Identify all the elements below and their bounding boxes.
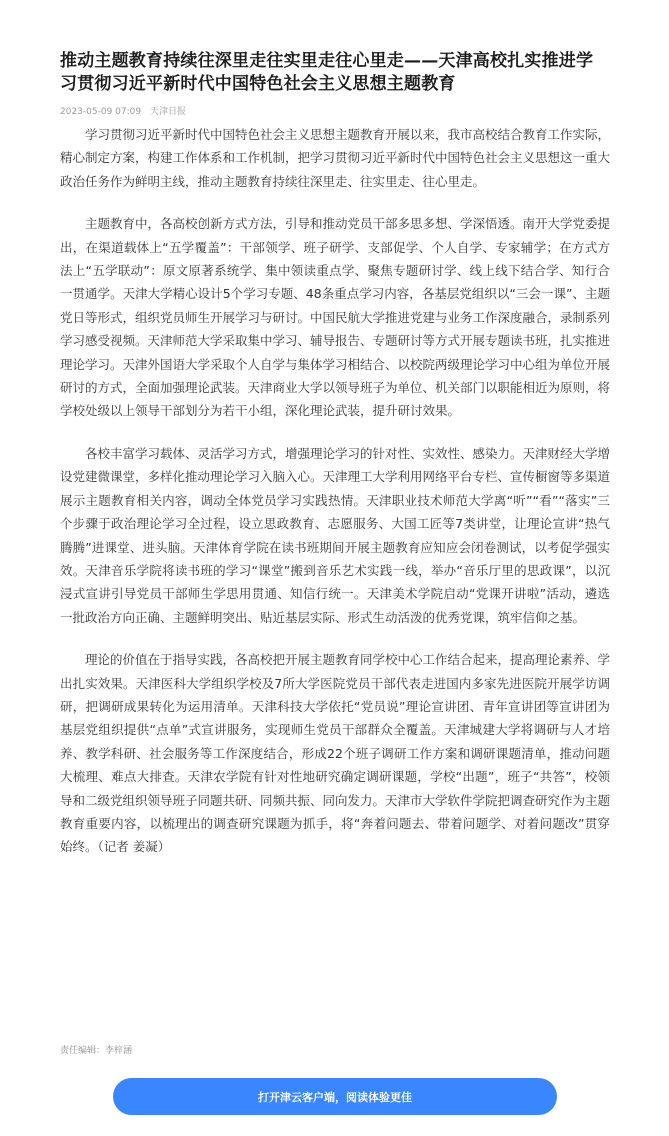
- article-paragraph: 理论的价值在于指导实践，各高校把开展主题教育同学校中心工作结合起来，提高理论素养、学出扎实效果。天津医科大学组织学校及7所大学医院党员干部代表走进国内多家先进医院开展学访调研，把调研成果转化为运用清单。天津科技大学依托“党员说”理论宣讲团、青年宣讲团等宣讲团为基层党组织提供“点单”式宣讲服务，实现师生党员干部群众全覆盖。天津城建大学将调研与人才培养、教学科研、社会服务等工作深度结合，形成22个班子调研工作方案和调研课题清单，推动问题大梳理、难点大排查。天津农学院有针对性地研究确定调研课题，学校“出题”，班子“共答”，校领导和二级党组织领导班子同题共研、同频共振、同向发力。天津市大学软件学院把调查研究作为主题教育重要内容，以梳理出的调查研究课题为抓手，将“奔着问题去、带着问题学、对着问题改”贯穿始终。（记者 姜凝）: [60, 652, 611, 855]
- article-paragraph: 主题教育中，各高校创新方式方法，引导和推动党员干部多思多想、学深悟透。南开大学党委提出，在渠道载体上“五学覆盖”：干部领学、班子研学、支部促学、个人自学、专家辅学；在方式方法上“五学联动”：原文原著系统学、集中领读重点学、聚焦专题研讨学、线上线下结合学、知行合一贯通学。天津大学精心设计5个学习专题、48条重点学习内容，各基层党组织以“三会一课”、主题党日等形式，组织党员师生开展学习与研讨。中国民航大学推进党建与业务工作深度融合，录制系列学习感受视频。天津师范大学采取集中学习、辅导报告、专题研讨等方式开展专题读书班，扎实推进理论学习。天津外国语大学采取个人自学与集体学习相结合、以校院两级理论学习中心组为单位开展研讨的方式，全面加强理论武装。天津商业大学以领导班子为单位、机关部门以职能相近为原则，将学校处级以上领导干部划分为若干小组，深化理论武装，提升研讨效果。: [60, 216, 611, 419]
- article-title: 推动主题教育持续往深里走往实里走往心里走——天津高校扎实推进学习贯彻习近平新时代中国特色社会主义思想主题教育: [60, 51, 594, 94]
- publish-datetime: 2023-05-09 07:09: [60, 107, 142, 117]
- article-source: 天津日报: [149, 107, 186, 117]
- open-app-button[interactable]: 打开津云客户端，阅读体验更佳: [113, 1078, 557, 1115]
- article: [60, 50, 610, 878]
- responsible-editor: 责任编辑：李梓涵: [60, 1046, 133, 1056]
- article-paragraph: 学习贯彻习近平新时代中国特色社会主义思想主题教育开展以来，我市高校结合教育工作实际，精心制定方案，构建工作体系和工作机制，把学习贯彻习近平新时代中国特色社会主义思想这一重大政治任务作为鲜明主线，推动主题教育持续往深里走、往实里走、往心里走。: [60, 127, 611, 189]
- article-body: [60, 123, 610, 859]
- article-paragraph: 各校丰富学习载体、灵活学习方式，增强理论学习的针对性、实效性、感染力。天津财经大学增设党建微课堂，多样化推动理论学习入脑入心。天津理工大学利用网络平台专栏、宣传橱窗等多渠道展示主题教育相关内容，调动全体党员学习实践热情。天津职业技术师范大学离“听”“看”“落实”三个步骤于政治理论学习全过程，设立思政教育、志愿服务、大国工匠等7类讲堂，让理论宣讲“热气腾腾”进课堂、进头脑。天津体育学院在读书班期间开展主题教育应知应会闭卷测试，以考促学强实效。天津音乐学院将读书班的学习“课堂”搬到音乐艺术实践一线，举办“音乐厅里的思政课”，以沉浸式宣讲引导党员干部师生学思用贯通、知信行统一。天津美术学院启动“党课开讲啦”活动，遴选一批政治方向正确、主题鲜明突出、贴近基层实际、形式生动活泼的优秀党课，筑牢信仰之基。: [60, 445, 611, 625]
- article-meta: [60, 104, 610, 117]
